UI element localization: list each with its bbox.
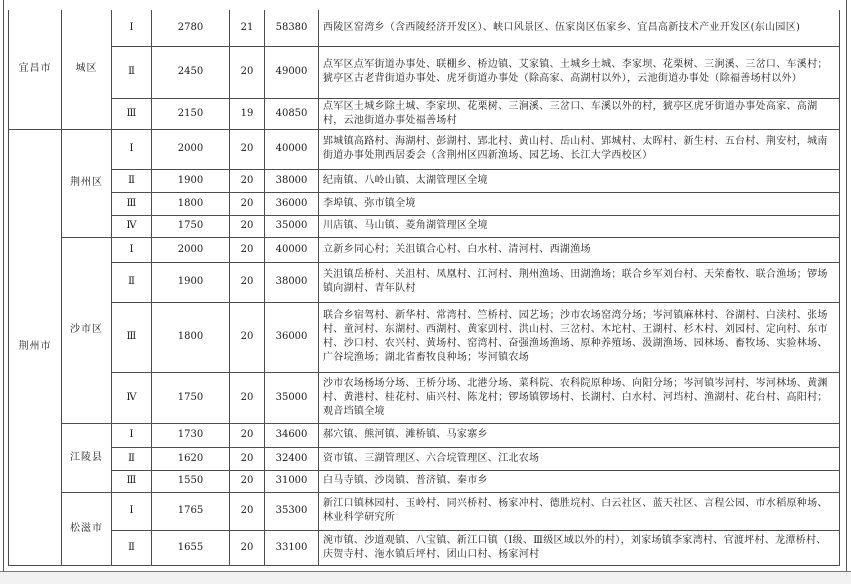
area-description-cell: 涴市镇、沙道观镇、八宝镇、新江口镇（Ⅰ级、Ⅲ级区域以外的村），刘家场镇李家湾村、官渡坪村、龙潭桥村、庆贺寺村、沲水镇后坪村、团山口村、杨家河村	[319, 530, 840, 565]
area-description-cell: 点军区土城乡除土城、李家坝、花栗树、三涧溪、三岔口、车溪以外的村，猇亭区虎牙街道办事处高家、高湖村，云池街道办事处福善场村	[319, 98, 840, 129]
monthly-wage-cell: 1750	[152, 215, 230, 237]
hourly-wage-cell: 20	[230, 530, 265, 565]
annual-wage-cell: 35000	[265, 372, 319, 423]
area-description-cell: 点军区点军街道办事处、联棚乡、桥边镇、艾家镇、土城乡土城、李家坝、花栗树、三涧溪、三岔口、车溪村；猇亭区古老背街道办事处、虎牙街道办事处（除高家、高湖村以外），云池街道办事处（除福善场村以外）	[319, 46, 840, 98]
grade-cell: Ⅰ	[112, 423, 152, 447]
grade-cell: Ⅳ	[112, 215, 152, 237]
area-description-cell: 新江口镇林园村、玉岭村、同兴桥村、杨家冲村、德胜垸村、白云社区、蓝天社区、言程公园、市水稻原种场、林业科学研究所	[319, 492, 840, 530]
hourly-wage-cell: 20	[230, 447, 265, 470]
monthly-wage-cell: 1750	[152, 372, 230, 423]
annual-wage-cell: 35300	[265, 492, 319, 530]
table-row	[9, 169, 840, 192]
area-description-cell: 李埠镇、弥市镇全境	[319, 192, 840, 215]
monthly-wage-cell: 2780	[152, 10, 230, 46]
area-description-cell: 川店镇、马山镇、菱角湖管理区全境	[319, 215, 840, 237]
grade-cell: Ⅲ	[112, 98, 152, 129]
hourly-wage-cell: 20	[230, 492, 265, 530]
hourly-wage-cell: 20	[230, 192, 265, 215]
hourly-wage-cell: 21	[230, 10, 265, 46]
hourly-wage-cell: 20	[230, 262, 265, 302]
monthly-wage-cell: 1655	[152, 530, 230, 565]
district-cell: 江陵县	[62, 423, 112, 492]
grade-cell: Ⅱ	[112, 530, 152, 565]
table-row	[9, 447, 840, 470]
table-row	[9, 237, 840, 262]
table-row	[9, 470, 840, 492]
annual-wage-cell: 38000	[265, 169, 319, 192]
area-description-cell: 沙市农场杨场分场、王桥分场、北港分场、菜科院、农科院原种场、向阳分场；岑河镇岑河村、岑河林场、黄渊村、黄港村、桂花村、庙兴村、陈龙村；锣场镇锣场村、长湖村、白水村、河垱村、渔湖村、花台村、高阳村；观音垱镇全境	[319, 372, 840, 423]
hourly-wage-cell: 20	[230, 129, 265, 169]
area-description-cell: 纪南镇、八岭山镇、太湖管理区全境	[319, 169, 840, 192]
monthly-wage-cell: 2150	[152, 98, 230, 129]
grade-cell: Ⅰ	[112, 129, 152, 169]
grade-cell: Ⅱ	[112, 46, 152, 98]
minimum-wage-table	[8, 10, 840, 566]
grade-cell: Ⅱ	[112, 169, 152, 192]
annual-wage-cell: 40000	[265, 129, 319, 169]
monthly-wage-cell: 2450	[152, 46, 230, 98]
monthly-wage-cell: 1800	[152, 192, 230, 215]
monthly-wage-cell: 2000	[152, 129, 230, 169]
annual-wage-cell: 31000	[265, 470, 319, 492]
hourly-wage-cell: 19	[230, 98, 265, 129]
hourly-wage-cell: 20	[230, 215, 265, 237]
hourly-wage-cell: 20	[230, 237, 265, 262]
table-row	[9, 215, 840, 237]
area-description-cell: 关沮镇岳桥村、关沮村、凤凰村、江河村、荆州渔场、田湖渔场；联合乡军刘台村、天荣畜牧、联合渔场；锣场镇向湖村、青年队村	[319, 262, 840, 302]
table-row	[9, 372, 840, 423]
monthly-wage-cell: 1900	[152, 169, 230, 192]
monthly-wage-cell: 2000	[152, 237, 230, 262]
annual-wage-cell: 38000	[265, 262, 319, 302]
page-bottom-bar	[0, 572, 851, 584]
annual-wage-cell: 49000	[265, 46, 319, 98]
monthly-wage-cell: 1800	[152, 302, 230, 372]
district-cell: 松滋市	[62, 492, 112, 565]
annual-wage-cell: 32400	[265, 447, 319, 470]
district-cell: 沙市区	[62, 237, 112, 423]
monthly-wage-cell: 1730	[152, 423, 230, 447]
area-description-cell: 联合乡宿驾村、新华村、常湾村、竺桥村、园艺场；沙市农场窑湾分场；岑河镇麻林村、谷湖村、白渎村、张场村、童河村、东湖村、西湖村、黄家剅村、洪山村、三岔村、木坨村、王湖村、杉木村、刘园村、定向村、东市村、沙口村、农兴村、黄场村、窑湾村、奋强渔场渔场、原种养殖场、汲湖渔场、园林场、畜牧场、实验林场、广谷垸渔场；湖北省畜牧良种场；岑河镇农场	[319, 302, 840, 372]
annual-wage-cell: 36000	[265, 192, 319, 215]
grade-cell: Ⅲ	[112, 302, 152, 372]
table-row	[9, 46, 840, 98]
area-description-cell: 西陵区窑湾乡（含西陵经济开发区）、峡口风景区、伍家岗区伍家乡、宜昌高新技术产业开发区(东山园区)	[319, 10, 840, 46]
annual-wage-cell: 36000	[265, 302, 319, 372]
hourly-wage-cell: 20	[230, 423, 265, 447]
hourly-wage-cell: 20	[230, 372, 265, 423]
annual-wage-cell: 40000	[265, 237, 319, 262]
hourly-wage-cell: 20	[230, 169, 265, 192]
table-row	[9, 10, 840, 46]
area-description-cell: 立新乡同心村；关沮镇合心村、白水村、清河村、西湖渔场	[319, 237, 840, 262]
city-cell: 荆州市	[9, 129, 62, 565]
monthly-wage-cell: 1620	[152, 447, 230, 470]
city-cell: 宜昌市	[9, 10, 62, 129]
table-row	[9, 98, 840, 129]
monthly-wage-cell: 1765	[152, 492, 230, 530]
district-cell: 荆州区	[62, 129, 112, 237]
annual-wage-cell: 58380	[265, 10, 319, 46]
grade-cell: Ⅱ	[112, 262, 152, 302]
grade-cell: Ⅰ	[112, 492, 152, 530]
annual-wage-cell: 33100	[265, 530, 319, 565]
grade-cell: Ⅰ	[112, 10, 152, 46]
annual-wage-cell: 40850	[265, 98, 319, 129]
grade-cell: Ⅲ	[112, 192, 152, 215]
grade-cell: Ⅳ	[112, 372, 152, 423]
monthly-wage-cell: 1550	[152, 470, 230, 492]
table-row	[9, 423, 840, 447]
area-description-cell: 白马寺镇、沙岗镇、普济镇、秦市乡	[319, 470, 840, 492]
hourly-wage-cell: 20	[230, 46, 265, 98]
district-cell: 城区	[62, 10, 112, 129]
table-row	[9, 530, 840, 565]
table-row	[9, 492, 840, 530]
hourly-wage-cell: 20	[230, 302, 265, 372]
area-description-cell: 资市镇、三湖管理区、六合垸管理区、江北农场	[319, 447, 840, 470]
grade-cell: Ⅱ	[112, 447, 152, 470]
area-description-cell: 郝穴镇、熊河镇、滩桥镇、马家寨乡	[319, 423, 840, 447]
area-description-cell: 郢城镇高路村、海湖村、彭湖村、郢北村、黄山村、岳山村、郢城村、太晖村、新生村、五台村、荆安村，城南街道办事处荆西居委会（含荆州区四新渔场、园艺场、长江大学西校区）	[319, 129, 840, 169]
table-row	[9, 192, 840, 215]
table-row	[9, 262, 840, 302]
table-row	[9, 302, 840, 372]
annual-wage-cell: 35000	[265, 215, 319, 237]
table-row	[9, 129, 840, 169]
monthly-wage-cell: 1900	[152, 262, 230, 302]
hourly-wage-cell: 20	[230, 470, 265, 492]
annual-wage-cell: 34600	[265, 423, 319, 447]
table-body	[9, 10, 840, 565]
grade-cell: Ⅲ	[112, 470, 152, 492]
grade-cell: Ⅰ	[112, 237, 152, 262]
